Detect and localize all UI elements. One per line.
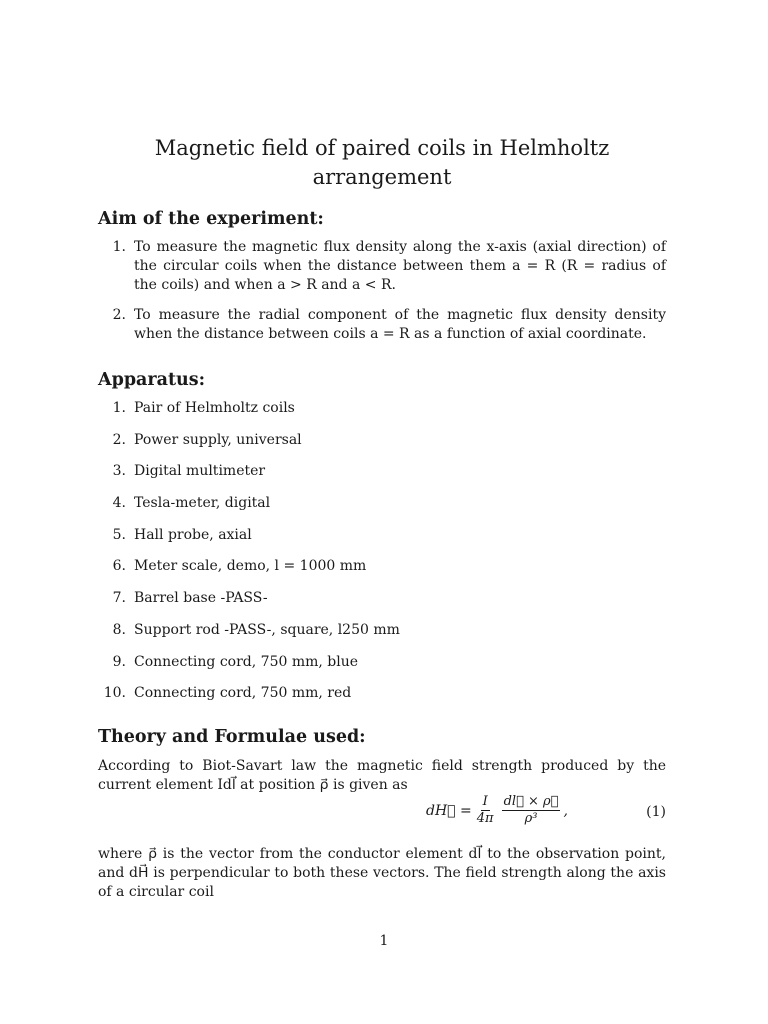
list-item-number: 6. <box>112 558 126 575</box>
equation-number: (1) <box>646 804 666 820</box>
equation-body <box>426 794 568 827</box>
list-item <box>98 494 666 513</box>
fraction-denominator: ρ³ <box>524 811 538 826</box>
list-item <box>98 653 666 672</box>
list-item-number: 10. <box>103 685 126 702</box>
list-item-text: Connecting cord, 750 mm, blue <box>134 653 359 670</box>
fraction-numerator: dl⃗ × ρ⃗ <box>503 794 559 809</box>
list-item-number: 8. <box>112 621 126 638</box>
list-item-number: 3. <box>112 463 126 480</box>
list-item-text: Connecting cord, 750 mm, red <box>134 685 352 702</box>
apparatus-list <box>98 399 666 703</box>
list-item <box>98 431 666 450</box>
list-item <box>98 684 666 703</box>
list-item <box>98 557 666 576</box>
biot-savart-equation <box>98 790 666 840</box>
aim-heading: Aim of the experiment: <box>98 209 324 229</box>
list-item-text: Pair of Helmholtz coils <box>134 400 295 416</box>
list-item-number: 4. <box>112 495 126 512</box>
list-item <box>98 526 666 545</box>
list-item <box>98 399 666 418</box>
list-item-number: 9. <box>112 653 126 670</box>
equation-fraction-1 <box>475 794 496 827</box>
list-item-number: 5. <box>112 526 126 543</box>
theory-heading: Theory and Formulae used: <box>98 727 366 747</box>
list-item-text: To measure the magnetic flux density along the x-axis (axial direction) of the circular coils when the distance between them a = R (R = radius of the coils) and when a > R and a < R. <box>134 239 666 293</box>
theory-paragraph-2: where ρ⃗ is the vector from the conductor element dl⃗ to the observation point, and dH⃗ is perpendicular to both these vectors. The field strength along the axis of a circular coil <box>98 846 666 900</box>
list-item <box>98 306 666 344</box>
list-item <box>98 462 666 481</box>
list-item-number: 1. <box>112 239 126 255</box>
apparatus-heading: Apparatus: <box>98 370 206 390</box>
list-item-text: Tesla-meter, digital <box>134 495 271 512</box>
list-item-number: 7. <box>112 590 126 607</box>
aim-list <box>98 238 666 344</box>
list-item <box>98 589 666 608</box>
fraction-denominator: 4π <box>476 811 494 826</box>
list-item <box>98 621 666 640</box>
list-item-number: 1. <box>112 400 126 416</box>
list-item-number: 2. <box>112 307 126 323</box>
list-item-text: Hall probe, axial <box>134 526 252 543</box>
list-item-number: 2. <box>112 431 126 448</box>
list-item <box>98 238 666 295</box>
list-item-text: Support rod -PASS-, square, l250 mm <box>134 621 400 638</box>
list-item-text: To measure the radial component of the magnetic flux density density when the distance between coils a = R as a function of axial coordinate. <box>134 307 666 342</box>
list-item-text: Power supply, universal <box>134 431 302 448</box>
page-number: 1 <box>379 933 389 949</box>
equation-fraction-2 <box>502 794 561 827</box>
fraction-numerator: I <box>482 794 488 809</box>
theory-paragraph-1: According to Biot-Savart law the magnetic field strength produced by the current element Idl⃗ at position ρ⃗ is given as <box>98 758 666 793</box>
list-item-text: Barrel base -PASS- <box>134 590 268 607</box>
equation-lhs: dH⃗ = <box>426 802 472 819</box>
list-item-text: Meter scale, demo, l = 1000 mm <box>134 558 367 575</box>
page-title: Magnetic field of paired coils in Helmholtz arrangement <box>154 136 610 189</box>
equation-tail: , <box>563 802 568 819</box>
list-item-text: Digital multimeter <box>134 463 266 480</box>
